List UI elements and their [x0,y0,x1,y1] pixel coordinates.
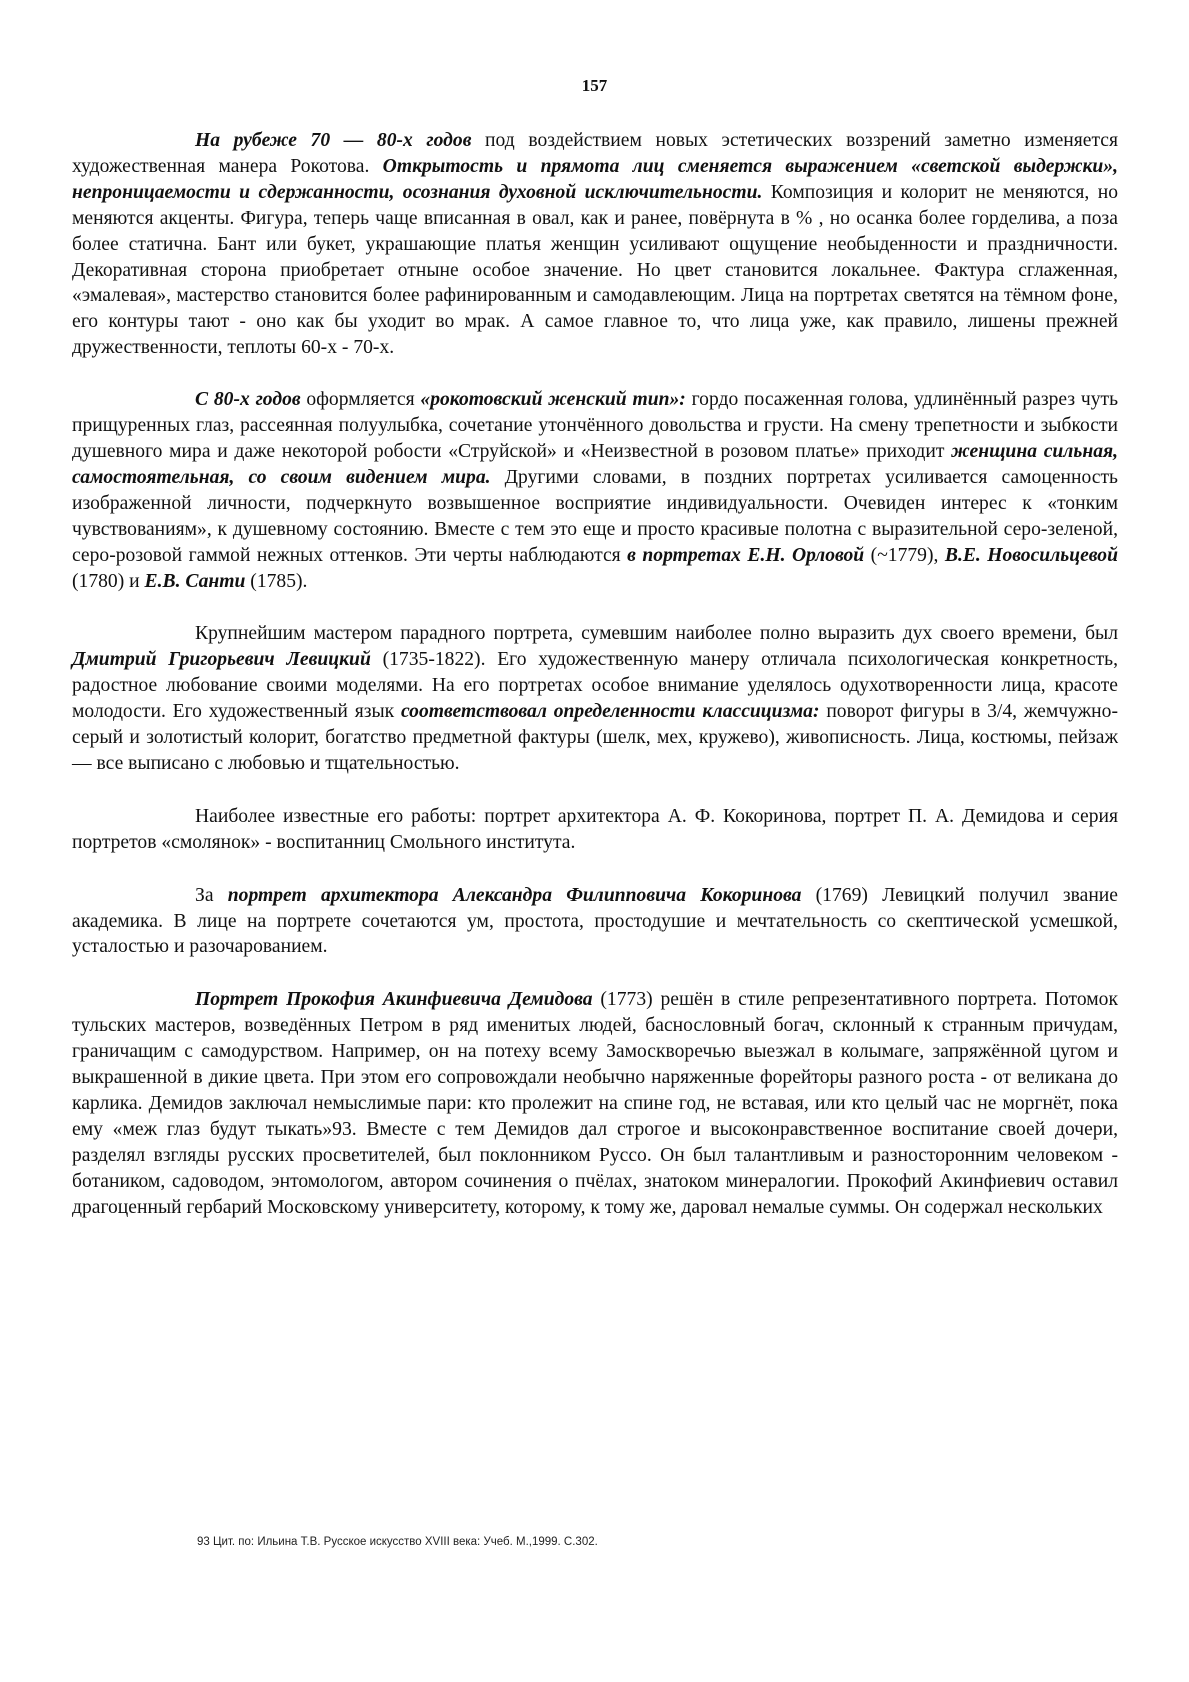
text-run: Крупнейшим мастером парадного портрета, сумевшим наиболее полно выразить дух своего времени, был [195,623,1118,645]
paragraph-kokorinov-portrait [72,883,1118,961]
text-run: (~1779), [864,544,945,566]
emphasized-text: женщина сильная, самостоятельная, со своим видением мира. [72,440,1118,488]
page-number: 157 [581,76,608,95]
emphasized-text: На рубеже 70 — 80-х годов [195,130,472,151]
emphasized-text: Е.В. Санти [144,570,246,592]
text-run: гордо посаженная голова, удлинённый разрез чуть прищуренных глаз, рассеянная полуулыбка, сочетание утончённого довольства и грусти. На смену трепетности и зыбкости душевного мира и даже некоторой робости «Струйской» и «Неизвестной в розовом платье» приходит [72,389,1119,462]
emphasized-text: соответствовал определенности классицизма: [400,701,820,723]
text-run: (1785). [245,570,308,592]
emphasized-text: Портрет Прокофия Акинфиевича Демидова [195,989,593,1011]
emphasized-text: в портретах Е.Н. Орловой [627,544,865,566]
emphasized-text: С 80-х годов [195,389,301,411]
text-run: оформляется [300,389,421,411]
text-run: Наиболее известные его работы: портрет архитектора А. Ф. Кокоринова, портрет П. А. Демидова и серия портретов «смолянок» - воспитанниц Смольного института. [72,805,1118,853]
paragraph-rokotov-manner [72,128,1118,361]
text-run: поворот фигуры в 3/4, жемчужно-серый и золотистый колорит, богатство предметной фактуры (шелк, мех, кружево), живописность. Лица, костюмы, пейзаж — все выписано с любовью и тщательностью. [72,701,1118,774]
footnote: 93 Цит. по: Ильина Т.В. Русское искусство XVIII века: Учеб. М.,1999. С.302. [197,1536,598,1548]
text-run: (1773) решён в стиле репрезентативного портрета. Потомок тульских мастеров, возведённых Петром в ряд именитых людей, баснословный богач, склонный к странным причудам, граничащим с самодурством. Например, он на потеху всему Замоскворечью выезжал в колымаге, запряжённой цугом и выкрашенной в дикие цвета. При этом его сопровождали необычно наряженные форейторы разного роста - от великана до карлика. Демидов заключал немыслимые пари: кто пролежит на спине год, не вставая, или кто целый час не моргнёт, пока ему «меж глаз будут тыкать»93. Вместе с тем Демидов дал строгое и высоконравственное воспитание своей дочери, разделял взгляды русских просветителей, был поклонником Руссо. Он был талантливым и разносторонним человеком - ботаником, садоводом, энтомологом, автором сочинения о пчёлах, знатоком минералогии. Прокофий Акинфиевич оставил драгоценный гербарий Московскому университету, которому, к тому же, даровал немалые суммы. Он содержал нескольких [72,989,1119,1218]
paragraph-levitsky-works [72,804,1118,856]
emphasized-text: Дмитрий Григорьевич Левицкий [72,649,371,671]
text-run: Другими словами, в поздних портретах усиливается самоценность изображенной личности, подчеркнуто возвышенное восприятие индивидуальности. Очевиден интерес к «тонким чувствованиям», к душевному состоянию. Вместе с тем это еще и просто красивые полотна с выразительной серо-зеленой, серо-розовой гаммой нежных оттенков. Эти черты наблюдаются [72,466,1118,566]
body-text [72,128,1118,1221]
paragraph-levitsky-intro [72,621,1118,776]
paragraph-demidov-portrait [72,987,1118,1220]
text-run: За [195,884,228,906]
emphasized-text: В.Е. Новосильцевой [944,544,1118,566]
emphasized-text: «рокотовский женский тип»: [420,389,686,411]
text-run: под воздействием новых эстетических воззрений заметно изменяется художественная манера Рокотова. [72,130,1118,177]
text-run: Композиция и колорит не меняются, но меняются акценты. Фигура, теперь чаще вписанная в овал, как и ранее, повёрнута в % , но осанка более горделива, а поза более статична. Бант или букет, украшающие платья женщин усиливают ощущение необыденности и праздничности. Декоративная сторона приобретает отныне особое значение. Но цвет становится локальнее. Фактура сглаженная, «эмалевая», мастерство становится более рафинированным и самодавлеющим. Лица на портретах светятся на тёмном фоне, его контуры тают - оно как бы уходит во мрак. А самое главное то, что лица уже, как правило, лишены прежней дружественности, теплоты 60-х - 70-х. [72,181,1118,359]
text-run: (1769) Левицкий получил звание академика. В лице на портрете сочетаются ум, простота, простодушие и мечтательность со скептической усмешкой, усталостью и разочарованием. [72,884,1118,958]
text-run: (1780) и [72,570,145,592]
paragraph-rokotov-female-type [72,387,1118,594]
emphasized-text: Открытость и прямота лиц сменяется выражением «светской выдержки», непроницаемости и сдержанности, осознания духовной исключительности. [72,155,1118,203]
emphasized-text: портрет архитектора Александра Филипповича Кокоринова [227,884,802,906]
text-run: (1735-1822). Его художественную манеру отличала психологическая конкретность, радостное любование своими моделями. На его портретах особое внимание уделялось одухотворенности лица, красоте молодости. Его художественный язык [72,649,1118,723]
